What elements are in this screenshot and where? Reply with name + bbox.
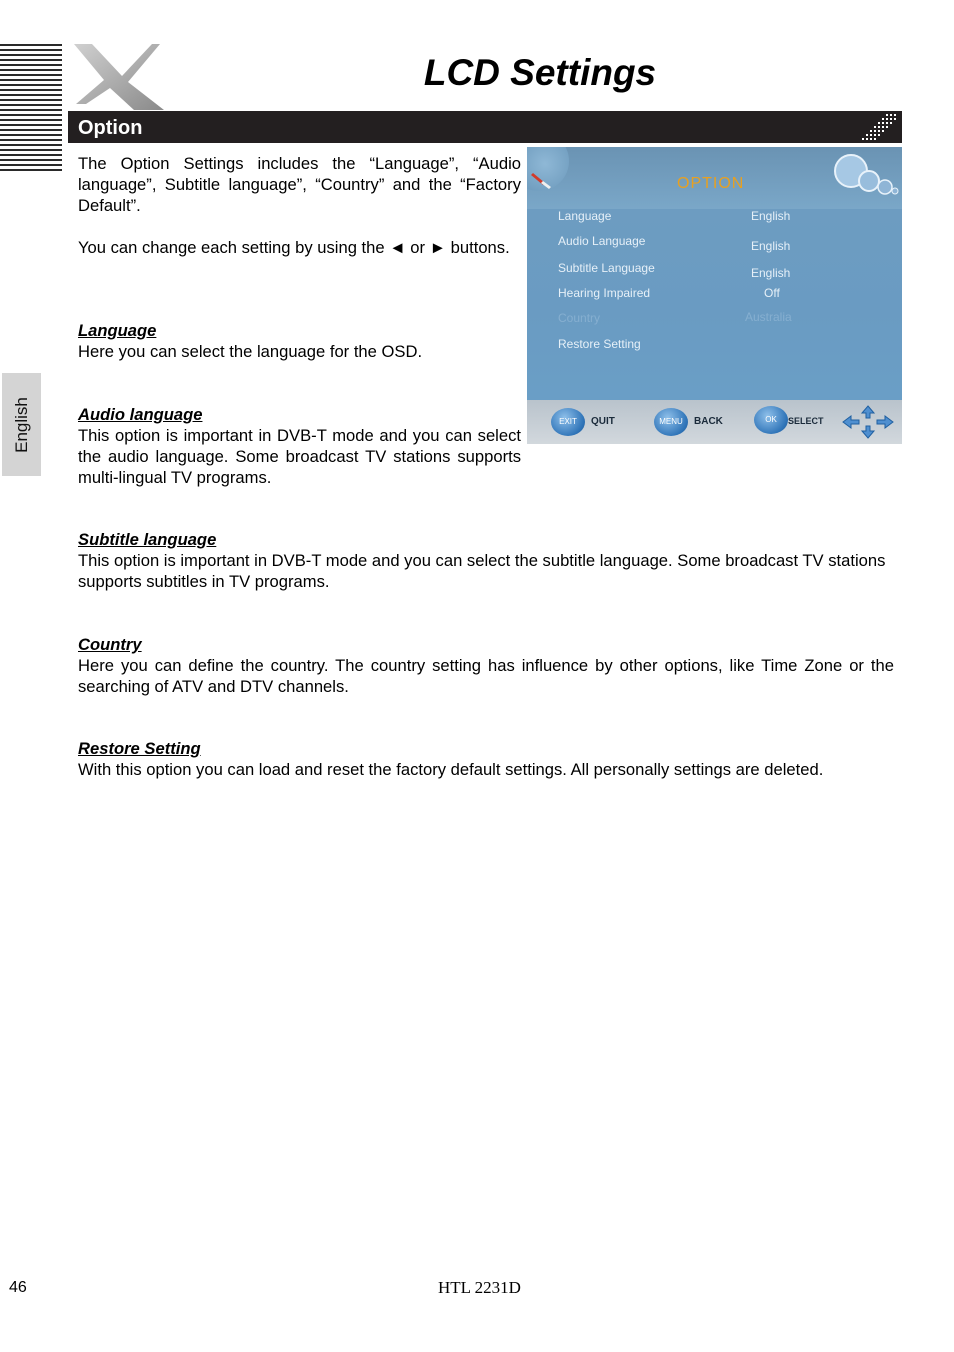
section-header-bar [68, 111, 902, 143]
tools-icon [531, 171, 553, 189]
restore-setting-body: With this option you can load and reset the factory default settings. All personally settings are deleted. [78, 760, 824, 779]
audio-language-heading: Audio language [78, 405, 203, 424]
osd-row-label: Country [558, 311, 601, 325]
audio-language-body: This option is important in DVB-T mode and you can select the audio language. Some broadcast TV stations supports multi-lingual TV programs. [78, 426, 521, 487]
osd-row-value: English [751, 266, 791, 280]
osd-row-value: Australia [745, 310, 792, 324]
country-heading: Country [78, 635, 142, 654]
country-body: Here you can define the country. The country setting has influence by other options, like Time Zone or the searching of ATV and DTV channels. [78, 656, 894, 696]
dot-pattern-icon [860, 112, 900, 142]
osd-row-value: English [751, 209, 791, 223]
bubbles-icon [833, 151, 899, 197]
osd-option-screenshot [527, 147, 902, 444]
osd-row-value: English [751, 239, 791, 253]
x-logo-icon [64, 42, 174, 112]
osd-row-value: Off [764, 286, 780, 300]
osd-quit-label: QUIT [591, 416, 615, 427]
subtitle-language-body: This option is important in DVB-T mode and you can select the subtitle language. Some broadcast TV stations supports subtitles in TV programs. [78, 551, 886, 591]
page-title: LCD Settings [423, 52, 657, 93]
language-side-tab-label: English [11, 396, 31, 453]
osd-row-label: Hearing Impaired [558, 286, 651, 300]
intro-paragraph-1: The Option Settings includes the “Language”, “Audio language”, Subtitle language”, “Country” and the “Factory Default”. [78, 154, 521, 215]
intro-paragraph-2: You can change each setting by using the ◄ or ► buttons. [78, 238, 510, 257]
section-title: Option [78, 117, 143, 139]
restore-setting-heading: Restore Setting [78, 739, 201, 758]
osd-exit-button: EXIT [551, 408, 585, 436]
page-number: 46 [9, 1279, 27, 1296]
subtitle-language-heading: Subtitle language [78, 530, 217, 549]
osd-row-label: Restore Setting [558, 337, 641, 351]
arrow-pad-icon [841, 404, 895, 440]
osd-menu-button: MENU [654, 408, 688, 436]
osd-row-label: Language [558, 209, 612, 223]
osd-ok-button: OK [754, 406, 788, 434]
model-name: HTL 2231D [438, 1278, 521, 1297]
language-body: Here you can select the language for the OSD. [78, 342, 423, 361]
osd-title: OPTION [677, 175, 745, 192]
osd-row-label: Subtitle Language [558, 261, 655, 275]
language-heading: Language [78, 321, 157, 340]
language-side-tab [2, 373, 41, 476]
header-stripes [0, 44, 62, 172]
osd-select-label: SELECT [788, 416, 824, 426]
osd-row-label: Audio Language [558, 234, 646, 248]
osd-back-label: BACK [694, 416, 723, 427]
